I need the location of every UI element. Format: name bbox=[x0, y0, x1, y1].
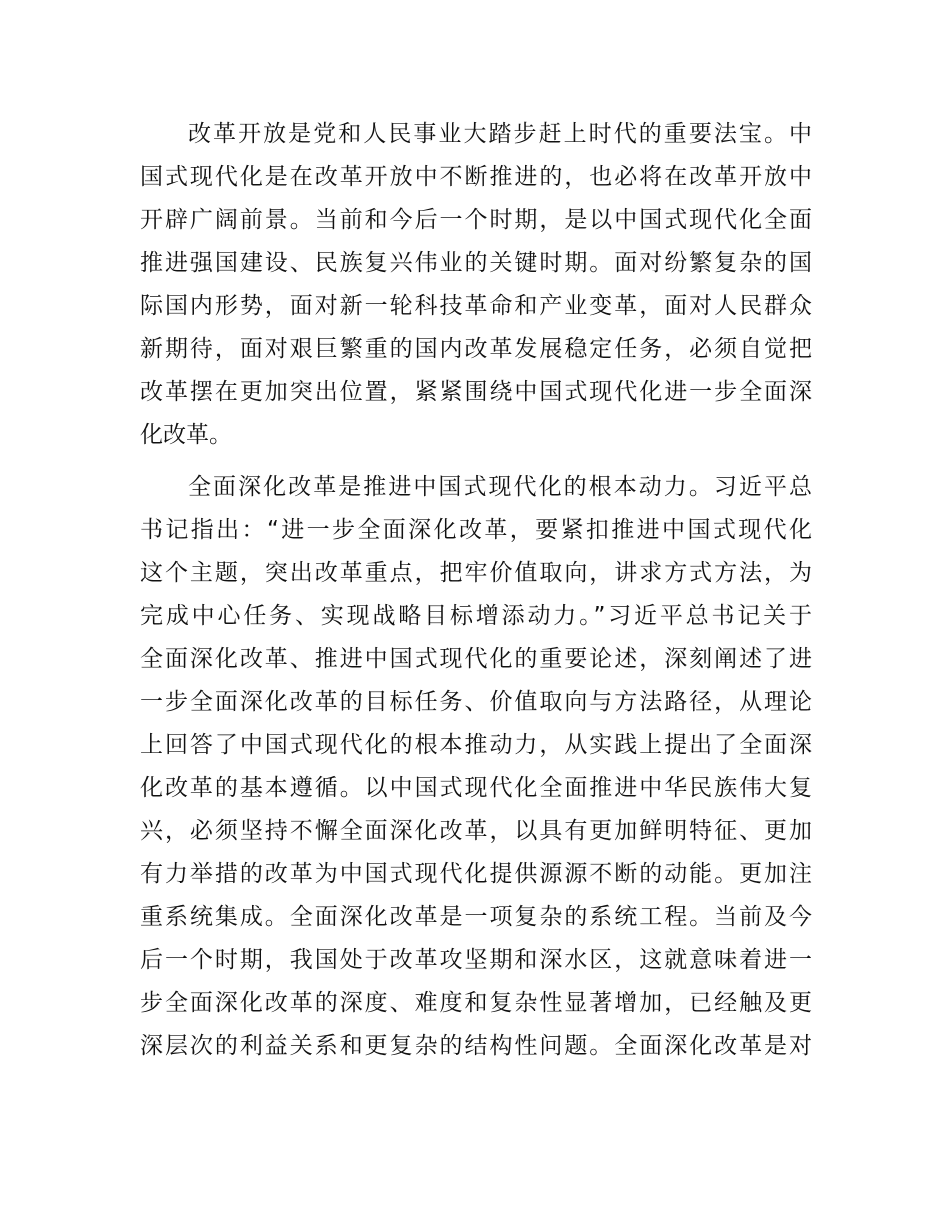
text-line: 推进强国建设、民族复兴伟业的关键时期。面对纷繁复杂的国 bbox=[140, 250, 812, 276]
text-line: 兴，必须坚持不懈全面深化改革，以具有更加鲜明特征、更加 bbox=[140, 818, 812, 844]
text-line: 开辟广阔前景。当前和今后一个时期，是以中国式现代化全面 bbox=[140, 207, 812, 233]
paragraph-spacer bbox=[140, 457, 812, 466]
text-line: 改革开放是党和人民事业大踏步赶上时代的重要法宝。中 bbox=[188, 121, 812, 147]
text-line: 重系统集成。全面深化改革是一项复杂的系统工程。当前及今 bbox=[140, 904, 812, 930]
text-line: 化改革。 bbox=[140, 422, 232, 448]
text-line: 化改革的基本遵循。以中国式现代化全面推进中华民族伟大复 bbox=[140, 775, 812, 801]
text-line: 全面深化改革是推进中国式现代化的根本动力。习近平总 bbox=[188, 474, 812, 500]
text-line: 这个主题，突出改革重点，把牢价值取向，讲求方式方法，为 bbox=[140, 560, 812, 586]
text-line: 新期待，面对艰巨繁重的国内改革发展稳定任务，必须自觉把 bbox=[140, 336, 812, 362]
text-line: 深层次的利益关系和更复杂的结构性问题。全面深化改革是对 bbox=[140, 1033, 812, 1059]
text-line: 后一个时期，我国处于改革攻坚期和深水区，这就意味着进一 bbox=[140, 947, 812, 973]
text-line: 书记指出：“进一步全面深化改革，要紧扣推进中国式现代化 bbox=[140, 517, 812, 543]
text-line: 一步全面深化改革的目标任务、价值取向与方法路径，从理论 bbox=[140, 689, 812, 715]
text-line: 完成中心任务、实现战略目标增添动力。”习近平总书记关于 bbox=[140, 603, 812, 629]
text-line: 改革摆在更加突出位置，紧紧围绕中国式现代化进一步全面深 bbox=[140, 379, 812, 405]
paragraph-2 bbox=[140, 466, 812, 1068]
text-line: 有力举措的改革为中国式现代化提供源源不断的动能。更加注 bbox=[140, 861, 812, 887]
text-line: 步全面深化改革的深度、难度和复杂性显著增加，已经触及更 bbox=[140, 990, 812, 1016]
text-line: 全面深化改革、推进中国式现代化的重要论述，深刻阐述了进 bbox=[140, 646, 812, 672]
document-body bbox=[140, 113, 812, 1068]
text-line: 上回答了中国式现代化的根本推动力，从实践上提出了全面深 bbox=[140, 732, 812, 758]
text-line: 国式现代化是在改革开放中不断推进的，也必将在改革开放中 bbox=[140, 164, 812, 190]
text-line: 际国内形势，面对新一轮科技革命和产业变革，面对人民群众 bbox=[140, 293, 812, 319]
paragraph-1 bbox=[140, 113, 812, 457]
